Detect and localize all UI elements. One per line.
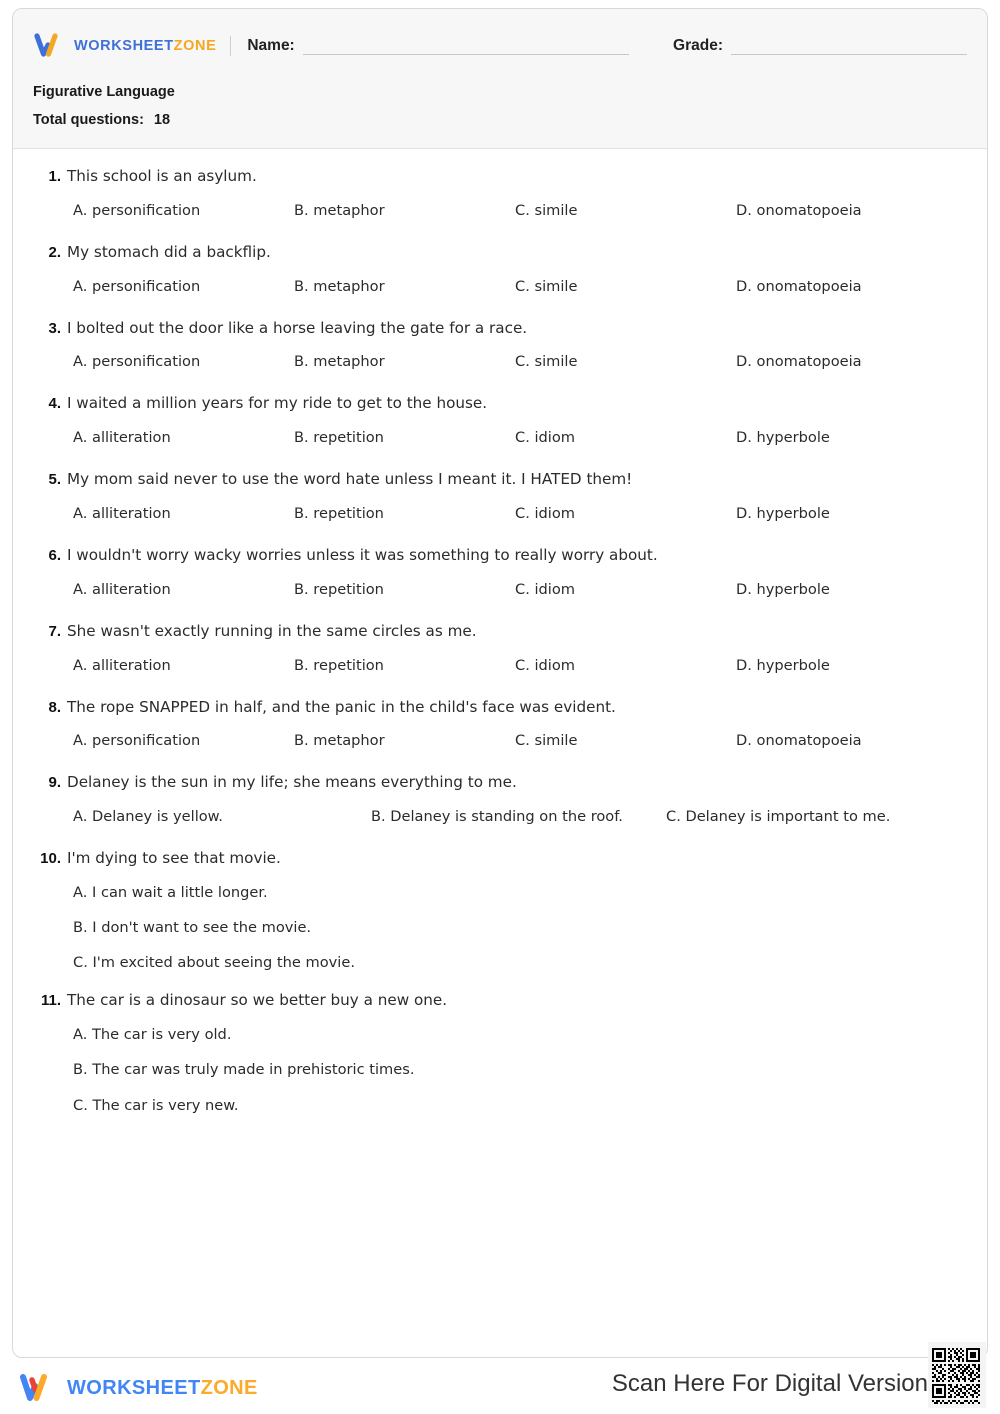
answer-option-b[interactable]: B. I don't want to see the movie. — [73, 919, 312, 937]
question-number: 10. — [40, 850, 61, 868]
answer-option-c[interactable]: C. The car is very new. — [73, 1096, 239, 1114]
name-input[interactable] — [303, 38, 629, 55]
answer-option-c[interactable]: C. idiom — [515, 580, 575, 598]
answer-option-b[interactable]: B. Delaney is standing on the roof. — [371, 808, 623, 826]
question-item — [33, 544, 967, 598]
question-header — [33, 989, 967, 1012]
answer-options — [73, 581, 967, 598]
question-item — [33, 317, 967, 371]
answer-option-b[interactable]: B. repetition — [294, 656, 384, 674]
answer-option-b[interactable]: B. metaphor — [294, 732, 385, 750]
grade-input[interactable] — [731, 38, 967, 55]
answer-option-d[interactable]: D. hyperbole — [736, 429, 830, 447]
question-header — [33, 317, 967, 340]
answer-option-c[interactable]: C. simile — [515, 201, 578, 219]
worksheetzone-logo-icon — [33, 33, 67, 59]
answer-option-a[interactable]: A. personification — [73, 277, 201, 295]
question-number: 9. — [48, 774, 61, 792]
answer-option-b[interactable]: B. repetition — [294, 580, 384, 598]
answer-option-c[interactable]: C. idiom — [515, 429, 575, 447]
answer-option-b[interactable]: B. repetition — [294, 504, 384, 522]
question-item — [33, 771, 967, 825]
question-number: 8. — [48, 698, 61, 716]
name-label: Name: — [247, 37, 295, 54]
answer-option-a[interactable]: A. personification — [73, 353, 201, 371]
answer-options — [73, 1024, 967, 1115]
question-number: 6. — [48, 546, 61, 564]
answer-option-b[interactable]: B. metaphor — [294, 353, 385, 371]
question-number: 4. — [48, 395, 61, 413]
answer-option-a[interactable]: A. The car is very old. — [73, 1026, 232, 1044]
answer-option-d[interactable]: D. onomatopoeia — [736, 732, 862, 750]
answer-option-c[interactable]: C. idiom — [515, 656, 575, 674]
answer-option-b[interactable]: B. The car was truly made in prehistoric times. — [73, 1061, 415, 1079]
qr-code-icon[interactable] — [928, 1342, 986, 1408]
question-item — [33, 392, 967, 446]
answer-option-b[interactable]: B. metaphor — [294, 277, 385, 295]
footer-word-primary: WORKSHEET — [67, 1376, 201, 1399]
question-text: I wouldn't worry wacky worries unless it was something to really worry about. — [67, 545, 658, 564]
answer-option-a[interactable]: A. personification — [73, 732, 201, 750]
worksheet-page — [12, 8, 988, 1358]
question-header — [33, 468, 967, 491]
question-number: 3. — [48, 319, 61, 337]
question-item — [33, 620, 967, 674]
answer-option-a[interactable]: A. alliteration — [73, 504, 171, 522]
question-text: She wasn't exactly running in the same circles as me. — [67, 621, 477, 640]
question-number: 11. — [40, 992, 61, 1010]
answer-option-c[interactable]: C. Delaney is important to me. — [666, 808, 891, 826]
question-number: 2. — [48, 243, 61, 261]
answer-options — [73, 278, 967, 295]
scan-prompt-text: Scan Here For Digital Version — [611, 1370, 928, 1397]
answer-option-b[interactable]: B. metaphor — [294, 201, 385, 219]
answer-option-d[interactable]: D. hyperbole — [736, 504, 830, 522]
question-text: Delaney is the sun in my life; she means everything to me. — [67, 773, 517, 792]
question-text: I waited a million years for my ride to get to the house. — [67, 394, 488, 413]
answer-option-a[interactable]: A. I can wait a little longer. — [73, 883, 268, 901]
question-text: The car is a dinosaur so we better buy a new one. — [67, 991, 448, 1010]
question-header — [33, 165, 967, 188]
page-title: Figurative Language — [33, 84, 175, 100]
answer-option-c[interactable]: C. I'm excited about seeing the movie. — [73, 954, 355, 972]
answer-option-a[interactable]: A. alliteration — [73, 429, 171, 447]
answer-option-a[interactable]: A. alliteration — [73, 656, 171, 674]
footer-wordmark — [67, 1377, 258, 1400]
answer-option-b[interactable]: B. repetition — [294, 429, 384, 447]
total-questions-row — [33, 107, 987, 135]
footer-word-secondary: ZONE — [200, 1376, 258, 1399]
question-header — [33, 392, 967, 415]
question-item — [33, 989, 967, 1115]
question-header — [33, 620, 967, 643]
total-questions-count: 18 — [153, 111, 171, 128]
answer-option-a[interactable]: A. Delaney is yellow. — [73, 808, 223, 826]
answer-options — [73, 808, 967, 825]
header-identity-row — [13, 9, 987, 63]
question-number: 5. — [48, 471, 61, 489]
answer-options — [73, 202, 967, 219]
answer-option-d[interactable]: D. onomatopoeia — [736, 277, 862, 295]
question-header — [33, 771, 967, 794]
question-text: My stomach did a backflip. — [67, 242, 271, 261]
question-text: I bolted out the door like a horse leaving the gate for a race. — [67, 318, 528, 337]
question-item — [33, 847, 967, 973]
question-header — [33, 241, 967, 264]
grade-label: Grade: — [673, 37, 723, 54]
answer-option-c[interactable]: C. simile — [515, 353, 578, 371]
question-header — [33, 696, 967, 719]
question-text: My mom said never to use the word hate unless I meant it. I HATED them! — [67, 470, 633, 489]
header-divider — [230, 36, 231, 56]
answer-option-a[interactable]: A. alliteration — [73, 580, 171, 598]
brand-word-secondary: ZONE — [173, 38, 217, 54]
question-item — [33, 696, 967, 750]
answer-option-d[interactable]: D. onomatopoeia — [736, 353, 862, 371]
grade-field-group — [673, 37, 967, 55]
question-number: 1. — [48, 168, 61, 185]
answer-options — [73, 657, 967, 674]
answer-option-d[interactable]: D. onomatopoeia — [736, 201, 862, 219]
worksheet-title-block — [13, 63, 987, 134]
question-text: I'm dying to see that movie. — [67, 849, 281, 868]
answer-options — [73, 505, 967, 522]
answer-option-c[interactable]: C. idiom — [515, 504, 575, 522]
question-item — [33, 241, 967, 295]
answer-options — [73, 882, 967, 973]
answer-options — [73, 429, 967, 446]
question-item — [33, 468, 967, 522]
answer-options — [73, 353, 967, 370]
answer-option-c[interactable]: C. simile — [515, 277, 578, 295]
question-text: This school is an asylum. — [67, 167, 257, 185]
answer-option-a[interactable]: A. personification — [73, 201, 201, 219]
page-footer — [0, 1362, 1000, 1414]
brand-wordmark — [74, 38, 216, 54]
total-questions-label: Total questions: — [33, 111, 144, 128]
question-header — [33, 544, 967, 567]
answer-option-d[interactable]: D. hyperbole — [736, 656, 830, 674]
worksheetzone-logo-icon — [18, 1373, 58, 1403]
answer-options — [73, 732, 967, 749]
footer-brand[interactable] — [18, 1373, 258, 1403]
question-number: 7. — [48, 622, 61, 640]
brand-word-primary: WORKSHEET — [74, 38, 174, 54]
questions-list — [13, 149, 987, 1116]
answer-option-c[interactable]: C. simile — [515, 732, 578, 750]
question-item — [33, 165, 967, 219]
question-text: The rope SNAPPED in half, and the panic in the child's face was evident. — [67, 697, 616, 716]
worksheet-header — [13, 9, 987, 149]
question-header — [33, 847, 967, 870]
answer-option-d[interactable]: D. hyperbole — [736, 580, 830, 598]
